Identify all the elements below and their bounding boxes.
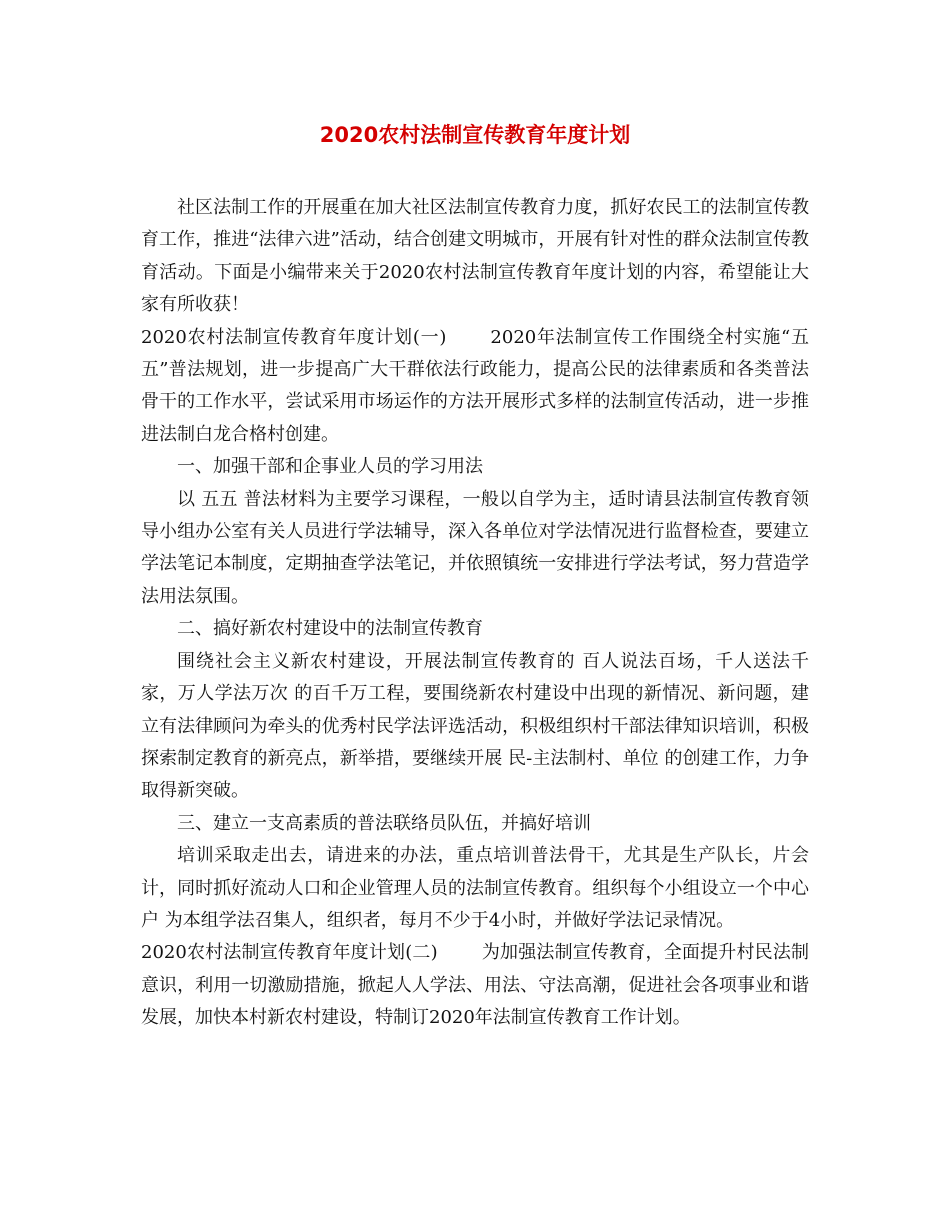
plan1-paragraph [141, 322, 809, 452]
section1-paragraph: 以 五五 普法材料为主要学习课程，一般以自学为主，适时请县法制宣传教育领导小组办公室有关人员进行学法辅导，深入各单位对学法情况进行监督检查，要建立学法笔记本制度，定期抽查学法笔记，并依照镇统一安排进行学法考试，努力营造学法用法氛围。 [141, 488, 809, 607]
section2-heading: 二、搞好新农村建设中的法制宣传教育 [177, 618, 483, 640]
plan2-paragraph [141, 937, 809, 1034]
section3-paragraph: 培训采取走出去，请进来的办法，重点培训普法骨干，尤其是生产队长，片会计，同时抓好流动人口和企业管理人员的法制宣传教育。组织每个小组设立一个中心户 为本组学法召集人，组织者，每月不少于4小时，并做好学法记录情况。 [141, 845, 809, 931]
intro-paragraph: 社区法制工作的开展重在加大社区法制宣传教育力度，抓好农民工的法制宣传教育工作，推进“法律六进”活动，结合创建文明城市，开展有针对性的群众法制宣传教育活动。下面是小编带来关于2020农村法制宣传教育年度计划的内容，希望能让大家有所收获！ [141, 197, 809, 316]
plan1-heading: 2020农村法制宣传教育年度计划(一) [141, 326, 447, 348]
plan2-heading: 2020农村法制宣传教育年度计划(二) [141, 942, 438, 964]
plan1-text: 2020年法制宣传工作围绕全村实施“五五”普法规划，进一步提高广大干群依法行政能力，提高公民的法律素质和各类普法骨干的工作水平，尝试采用市场运作的方法开展形式多样的法制宣传活动，进一步推进法制白龙合格村创建。 [141, 326, 809, 445]
section1-heading: 一、加强干部和企事业人员的学习用法 [177, 456, 483, 478]
section2-paragraph: 围绕社会主义新农村建设，开展法制宣传教育的 百人说法百场，千人送法千家，万人学法万次 的百千万工程，要围绕新农村建设中出现的新情况、新问题，建立有法律顾问为牵头的优秀村民学法评选活动，积极组织村干部法律知识培训，积极探索制定教育的新亮点，新举措，要继续开展 民-主法制村、单位 的创建工作，力争取得新突破。 [141, 650, 809, 802]
plan2-text: 为加强法制宣传教育，全面提升村民法制意识，利用一切激励措施，掀起人人学法、用法、守法高潮，促进社会各项事业和谐发展，加快本村新农村建设，特制订2020年法制宣传教育工作计划。 [141, 942, 810, 1029]
document-title: 2020农村法制宣传教育年度计划 [319, 123, 631, 147]
document-body [141, 192, 809, 1035]
section3-heading: 三、建立一支高素质的普法联络员队伍，并搞好培训 [177, 812, 591, 834]
